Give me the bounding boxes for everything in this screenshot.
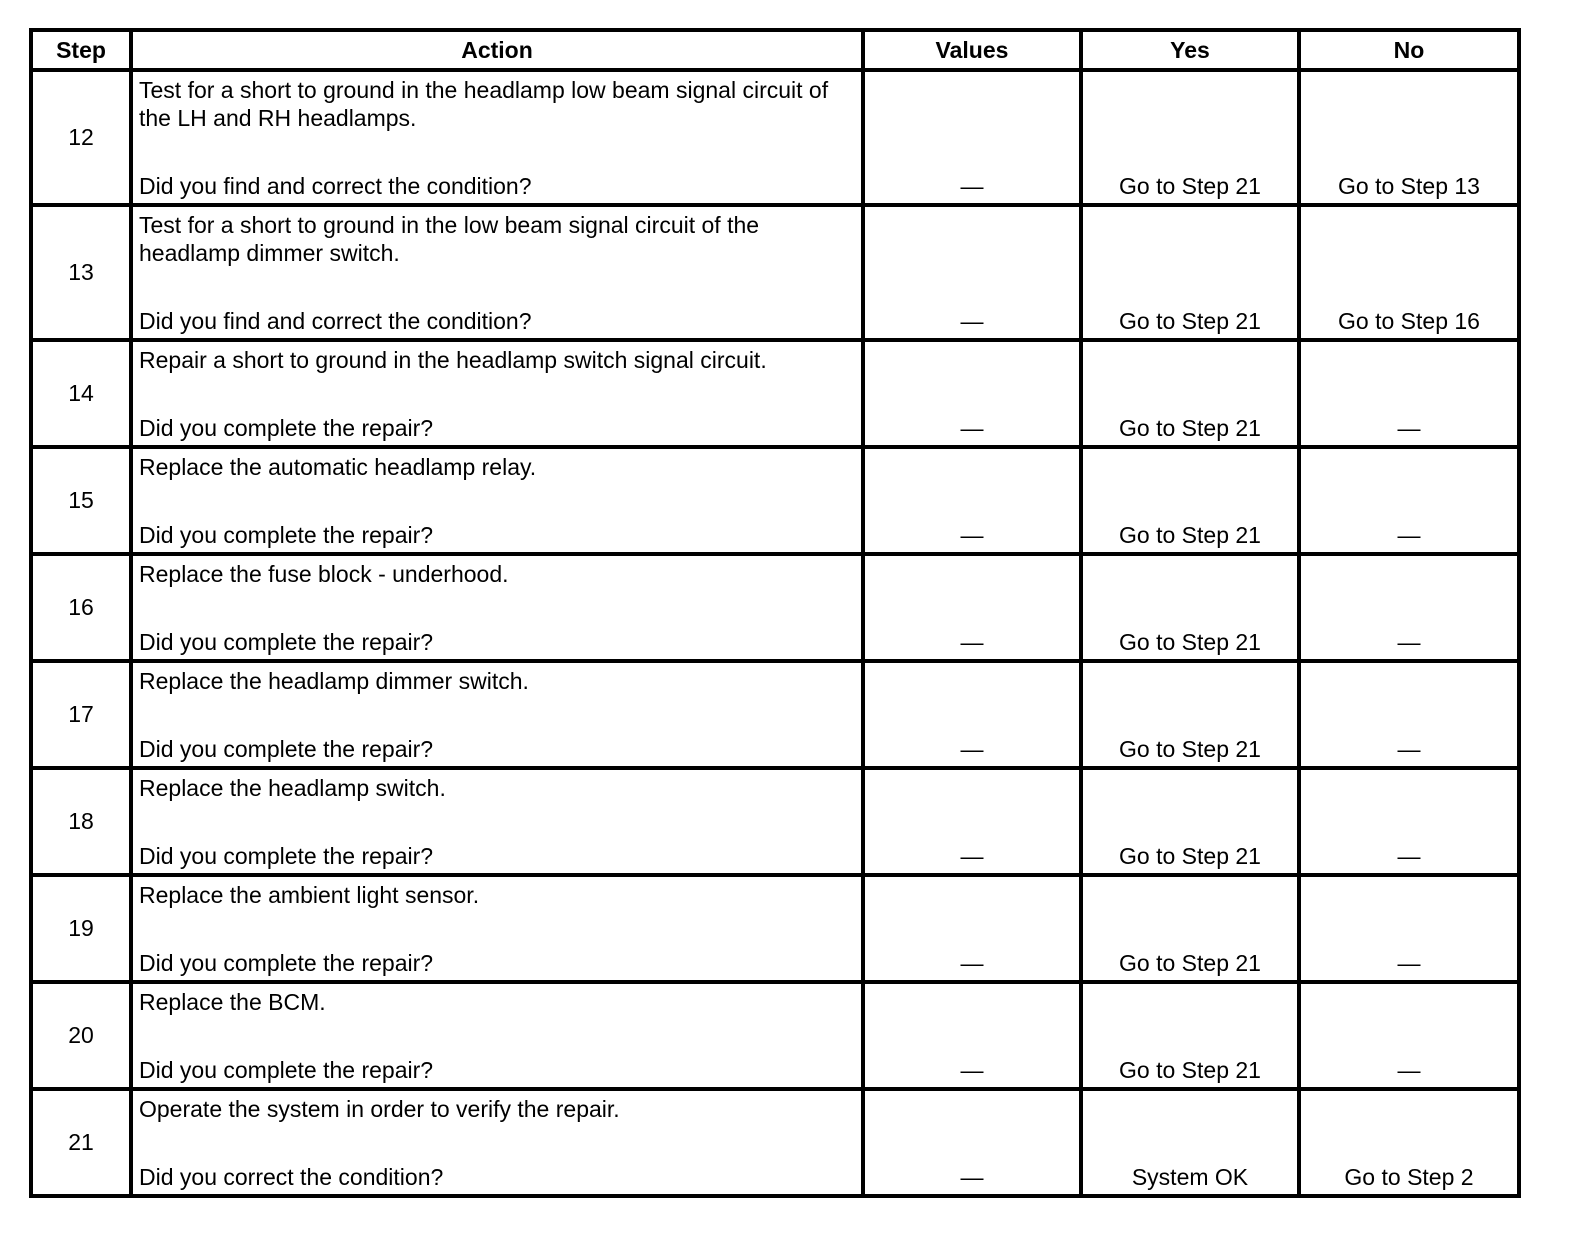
no-cell: — (1299, 661, 1519, 768)
header-step: Step (31, 30, 131, 70)
values-cell: — (863, 340, 1081, 447)
table-row (31, 70, 1519, 205)
action-cell (131, 982, 863, 1089)
header-no: No (1299, 30, 1519, 70)
action-cell (131, 661, 863, 768)
action-cell (131, 1089, 863, 1196)
step-number: 16 (31, 554, 131, 661)
yes-cell: Go to Step 21 (1081, 875, 1299, 982)
table-row (31, 661, 1519, 768)
yes-cell: Go to Step 21 (1081, 205, 1299, 340)
action-question: Did you complete the repair? (139, 1057, 434, 1083)
values-cell: — (863, 982, 1081, 1089)
action-text: Replace the fuse block - underhood. (139, 561, 509, 587)
action-cell (131, 768, 863, 875)
values-cell: — (863, 70, 1081, 205)
action-cell (131, 554, 863, 661)
no-cell: Go to Step 16 (1299, 205, 1519, 340)
action-question: Did you find and correct the condition? (139, 173, 532, 199)
values-cell: — (863, 875, 1081, 982)
no-cell: — (1299, 447, 1519, 554)
table-row (31, 205, 1519, 340)
action-cell (131, 875, 863, 982)
action-cell (131, 205, 863, 340)
action-question: Did you complete the repair? (139, 522, 434, 548)
step-number: 19 (31, 875, 131, 982)
table-row (31, 340, 1519, 447)
step-number: 17 (31, 661, 131, 768)
values-cell: — (863, 554, 1081, 661)
diagnostic-table-container (29, 28, 1521, 1198)
no-cell: — (1299, 875, 1519, 982)
action-text: Operate the system in order to verify the repair. (139, 1096, 620, 1122)
header-yes: Yes (1081, 30, 1299, 70)
action-cell (131, 340, 863, 447)
step-number: 20 (31, 982, 131, 1089)
action-text: Replace the headlamp switch. (139, 775, 446, 801)
action-question: Did you complete the repair? (139, 415, 434, 441)
no-cell: Go to Step 2 (1299, 1089, 1519, 1196)
step-number: 13 (31, 205, 131, 340)
action-question: Did you complete the repair? (139, 629, 434, 655)
yes-cell: Go to Step 21 (1081, 982, 1299, 1089)
yes-cell: Go to Step 21 (1081, 768, 1299, 875)
action-text: Replace the automatic headlamp relay. (139, 454, 537, 480)
values-cell: — (863, 661, 1081, 768)
table-header-row (31, 30, 1519, 70)
step-number: 12 (31, 70, 131, 205)
action-question: Did you find and correct the condition? (139, 308, 532, 334)
action-question: Did you complete the repair? (139, 950, 434, 976)
action-text: Test for a short to ground in the headlamp low beam signal circuit of the LH and RH headlamps. (139, 77, 829, 131)
table-row (31, 768, 1519, 875)
table-row (31, 875, 1519, 982)
action-cell (131, 70, 863, 205)
action-question: Did you complete the repair? (139, 736, 434, 762)
yes-cell: Go to Step 21 (1081, 447, 1299, 554)
table-row (31, 982, 1519, 1089)
yes-cell: Go to Step 21 (1081, 70, 1299, 205)
action-text: Repair a short to ground in the headlamp switch signal circuit. (139, 347, 767, 373)
yes-cell: Go to Step 21 (1081, 661, 1299, 768)
action-question: Did you correct the condition? (139, 1164, 444, 1190)
step-number: 18 (31, 768, 131, 875)
action-cell (131, 447, 863, 554)
no-cell: Go to Step 13 (1299, 70, 1519, 205)
no-cell: — (1299, 340, 1519, 447)
table-row (31, 1089, 1519, 1196)
no-cell: — (1299, 768, 1519, 875)
action-text: Replace the ambient light sensor. (139, 882, 480, 908)
yes-cell: Go to Step 21 (1081, 554, 1299, 661)
diagnostic-table (29, 28, 1521, 1198)
yes-cell: Go to Step 21 (1081, 340, 1299, 447)
step-number: 15 (31, 447, 131, 554)
step-number: 14 (31, 340, 131, 447)
action-question: Did you complete the repair? (139, 843, 434, 869)
table-row (31, 447, 1519, 554)
action-text: Replace the headlamp dimmer switch. (139, 668, 529, 694)
values-cell: — (863, 1089, 1081, 1196)
table-row (31, 554, 1519, 661)
action-text: Test for a short to ground in the low beam signal circuit of the headlamp dimmer switch. (139, 212, 760, 266)
no-cell: — (1299, 982, 1519, 1089)
header-values: Values (863, 30, 1081, 70)
values-cell: — (863, 447, 1081, 554)
yes-cell: System OK (1081, 1089, 1299, 1196)
no-cell: — (1299, 554, 1519, 661)
step-number: 21 (31, 1089, 131, 1196)
action-text: Replace the BCM. (139, 989, 326, 1015)
values-cell: — (863, 768, 1081, 875)
values-cell: — (863, 205, 1081, 340)
header-action: Action (131, 30, 863, 70)
